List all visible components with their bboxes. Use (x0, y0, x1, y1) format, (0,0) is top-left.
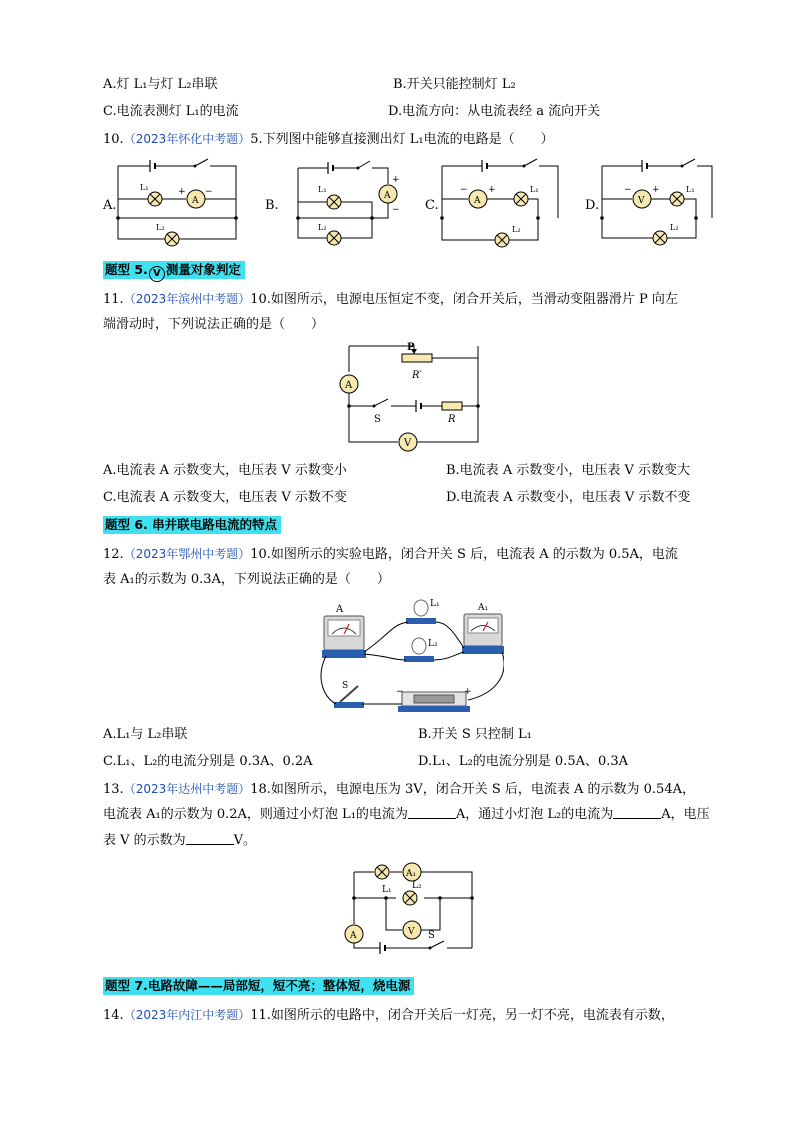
svg-text:A: A (192, 196, 199, 206)
svg-text:+: + (652, 185, 660, 195)
q10-text: 5.下列图中能够直接测出灯 L₁电流的电路是（ ） (250, 132, 554, 147)
q13-source: （2023年达州中考题） (123, 782, 251, 796)
q12-option-a: A.L₁与 L₂串联 (103, 727, 188, 742)
svg-text:−: − (624, 185, 632, 195)
svg-text:A: A (350, 931, 357, 941)
heading-type-7: 题型 7.电路故障——局部短，短不亮；整体短，烧电源 (103, 977, 414, 995)
answer-blank-2[interactable] (613, 806, 661, 819)
q11-circuit-diagram (336, 340, 486, 452)
svg-text:−: − (460, 185, 468, 195)
q10-circuit-diagrams (100, 152, 720, 252)
svg-text:L₁: L₁ (686, 185, 695, 194)
svg-text:L₂: L₂ (412, 881, 422, 891)
q10-diagram-b (265, 161, 400, 245)
svg-text:−: − (396, 687, 404, 697)
q12-apparatus-diagram (318, 596, 504, 718)
svg-text:S: S (428, 930, 435, 941)
voltmeter-icon: V (149, 266, 165, 282)
q10-diagram-d (585, 159, 712, 245)
answer-blank-1[interactable] (408, 806, 456, 819)
svg-text:A: A (336, 604, 344, 615)
q9-option-b: B.开关只能控制灯 L₂ (393, 77, 516, 92)
svg-text:R: R (448, 414, 456, 425)
svg-text:V: V (638, 196, 645, 206)
svg-text:S: S (342, 681, 349, 691)
svg-text:+: + (488, 185, 496, 195)
q10-label-a: A. (103, 198, 117, 213)
q11-option-d: D.电流表 A 示数变小，电压表 V 示数不变 (446, 490, 691, 505)
q10-source: （2023年怀化中考题） (123, 132, 251, 146)
q10-stem (103, 130, 554, 149)
q10-label-b: B. (265, 198, 279, 213)
q10-diagram-c (425, 159, 558, 247)
svg-text:L₁: L₁ (140, 183, 149, 192)
svg-text:P: P (407, 342, 415, 353)
svg-text:L₁: L₁ (430, 599, 440, 609)
svg-text:−: − (392, 205, 400, 215)
svg-text:R′: R′ (412, 370, 422, 381)
q11-stem-line1: 11.（2023年滨州中考题）10.如图所示，电源电压恒定不变，闭合开关后，当滑动变阻器滑片 P 向左 (103, 292, 678, 307)
q13-circuit-diagram (340, 858, 480, 958)
svg-text:A: A (474, 196, 481, 206)
q12-option-c: C.L₁、L₂的电流分别是 0.3A、0.2A (103, 754, 313, 769)
svg-text:A₁: A₁ (478, 603, 489, 613)
svg-text:L₂: L₂ (318, 223, 327, 232)
q12-option-d: D.L₁、L₂的电流分别是 0.5A、0.3A (418, 754, 629, 769)
q11-stem-line2: 端滑动时，下列说法正确的是（ ） (103, 317, 325, 332)
q9-option-d: D.电流方向：从电流表经 a 流向开关 (388, 104, 601, 119)
svg-text:V: V (408, 927, 415, 937)
q10-label-d: D. (585, 198, 600, 213)
heading-type-6: 题型 6. 串并联电路电流的特点 (103, 516, 281, 534)
svg-text:−: − (205, 187, 213, 197)
lamp-l1 (406, 599, 440, 624)
svg-text:A₁: A₁ (406, 869, 417, 879)
answer-blank-3[interactable] (186, 832, 234, 845)
q10-number: 10. (103, 132, 124, 147)
svg-text:V: V (404, 438, 412, 449)
q14-stem: 14.（2023年内江中考题）11.如图所示的电路中，闭合开关后一灯亮，另一灯不亮，电流表有示数， (103, 1008, 674, 1023)
q11-option-a: A.电流表 A 示数变大，电压表 V 示数变小 (103, 463, 347, 478)
q12-option-b: B.开关 S 只控制 L₁ (418, 727, 532, 742)
svg-text:+: + (392, 175, 400, 185)
q11-option-b: B.电流表 A 示数变小，电压表 V 示数变大 (446, 463, 690, 478)
svg-text:+: + (178, 187, 186, 197)
ammeter-a1 (462, 603, 504, 654)
switch-s (334, 681, 364, 708)
q11-source: （2023年滨州中考题） (123, 292, 251, 306)
svg-text:L₂: L₂ (512, 225, 521, 234)
svg-text:L₁: L₁ (318, 185, 327, 194)
q9-option-c: C.电流表测灯 L₁的电流 (103, 104, 239, 119)
battery (396, 687, 472, 712)
q13-stem-line1: 13.（2023年达州中考题）18.如图所示，电源电压为 3V，闭合开关 S 后，电流表 A 的示数为 0.54A， (103, 782, 695, 797)
svg-text:L₂: L₂ (428, 639, 438, 649)
svg-text:L₁: L₁ (382, 885, 392, 895)
heading-type-5: 题型 5. V 测量对象判定 (103, 261, 245, 279)
svg-text:L₂: L₂ (670, 223, 679, 232)
q13-stem-line2: 电流表 A₁的示数为 0.2A，则通过小灯泡 L₁的电流为 A，通过小灯泡 L₂的电流为 A，电压 (103, 807, 710, 822)
svg-text:+: + (464, 687, 472, 697)
q10-diagram-a (102, 159, 238, 246)
q11-option-c: C.电流表 A 示数变大，电压表 V 示数不变 (103, 490, 347, 505)
svg-text:S: S (374, 414, 381, 425)
q12-stem-line1: 12.（2023年鄂州中考题）10.如图所示的实验电路，闭合开关 S 后，电流表 A 的示数为 0.5A，电流 (103, 547, 678, 562)
q14-source: （2023年内江中考题） (123, 1008, 251, 1022)
q10-label-c: C. (425, 198, 439, 213)
q9-option-a: A.灯 L₁与灯 L₂串联 (103, 77, 218, 92)
svg-text:A: A (345, 380, 353, 391)
svg-text:L₁: L₁ (530, 185, 539, 194)
svg-text:L₂: L₂ (156, 223, 165, 232)
ammeter-a (322, 604, 366, 658)
q13-stem-line3: 表 V 的示数为 V。 (103, 833, 257, 848)
q12-source: （2023年鄂州中考题） (123, 547, 251, 561)
q12-stem-line2: 表 A₁的示数为 0.3A，下列说法正确的是（ ） (103, 572, 390, 587)
lamp-l2 (404, 638, 438, 662)
svg-text:A: A (384, 191, 391, 201)
